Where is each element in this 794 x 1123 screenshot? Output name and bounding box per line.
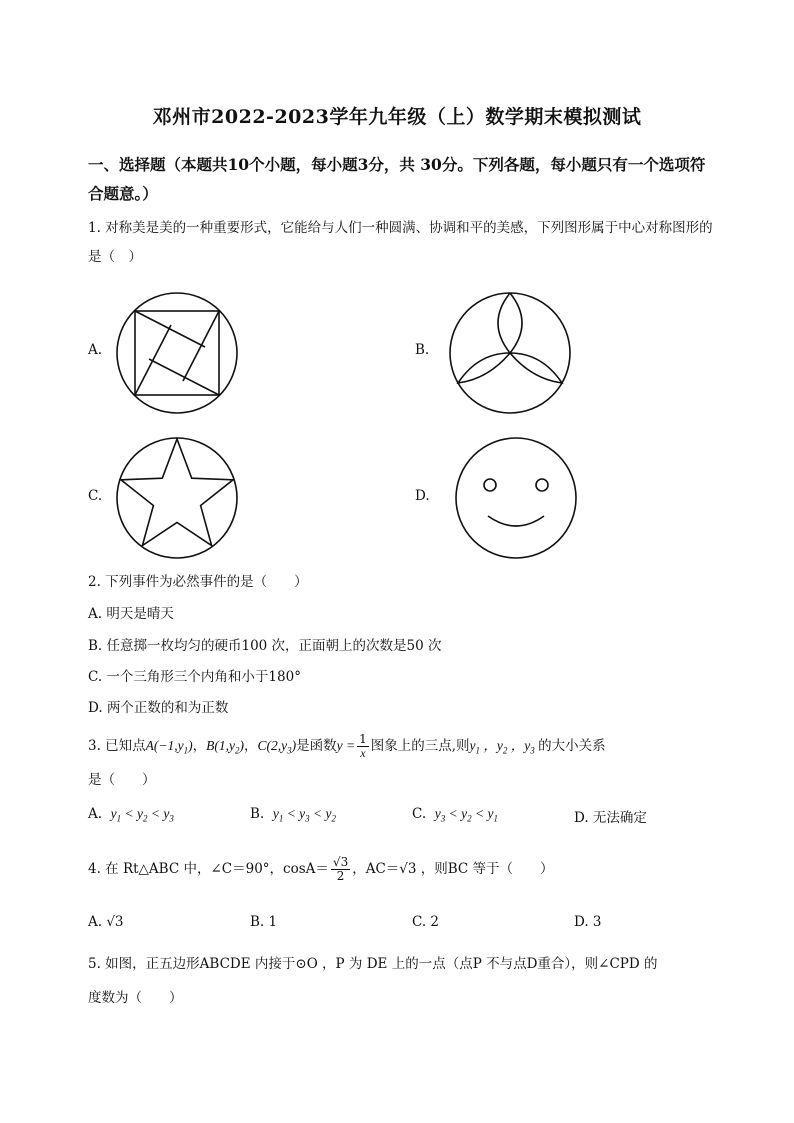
q3-tail: 图象上的三点,则 <box>370 738 470 754</box>
circle-square-pinwheel-icon[interactable] <box>115 291 239 415</box>
q4-option-c[interactable]: C. 2 <box>412 914 440 930</box>
page-title: 邓州市2022-2023学年九年级（上）数学期末模拟测试 <box>152 106 642 128</box>
question-1-stem: 1. 对称美是美的一种重要形式，它能给与人们一种圆满、协调和平的美感，下列图形属于中心对称图形的是（ ） <box>88 220 713 265</box>
question-3-stem: 3. 已知点$A(-1,y_1)$，$B(1,y_2)$，$C(2,y_3)$是函数y = $\frac{1}{x}$ 图象上的三点,则$y_1$ ，$y_2$ ，$y_3$ 的大小关系 <box>88 732 606 760</box>
q3-point-c: $C(2,y_3)$ <box>257 738 297 756</box>
q3-option-b[interactable]: B. $y_1 < y_3 < y_2$ <box>250 806 337 824</box>
q3-y-list: $y_1$ ，$y_2$ ，$y_3$ <box>469 738 535 756</box>
question-5-stem: 5. 如图，正五边形ABCDE 内接于⊙O ，P 为 DE 上的一点（点P 不与点D重合），则∠CPD 的 <box>88 956 658 972</box>
q3-fraction: $\frac{1}{x}$ <box>359 732 367 760</box>
q3-option-d[interactable]: D. 无法确定 <box>574 810 647 826</box>
q5-line-2: 度数为（ ） <box>88 990 183 1006</box>
q4-stem-a: 4. 在 Rt△ABC 中，∠C＝90°，cosA＝ <box>88 861 329 877</box>
q2-option-d[interactable]: D. 两个正数的和为正数 <box>88 700 229 716</box>
circle-star-icon[interactable] <box>115 436 239 560</box>
q2-option-c[interactable]: C. 一个三角形三个内角和小于180° <box>88 669 301 685</box>
q1-option-b-label[interactable]: B. <box>415 342 430 358</box>
q4-option-d[interactable]: D. 3 <box>574 914 602 930</box>
q3-option-c[interactable]: C. $y_3 < y_2 < y_1$ <box>412 806 498 824</box>
q1-option-d-label[interactable]: D. <box>415 488 430 504</box>
q4-option-b[interactable]: B. 1 <box>250 914 278 930</box>
q3-mid: 是函数 <box>296 738 337 754</box>
q1-option-c-label[interactable]: C. <box>88 488 103 504</box>
q3-function: y = <box>336 738 356 753</box>
q3-point-b: $B(1,y_2)$ <box>206 738 244 756</box>
q3-tail2: 的大小关系 <box>538 738 606 754</box>
question-2-stem: 2. 下列事件为必然事件的是（ ） <box>88 574 308 590</box>
q3-option-a[interactable]: A. $y_1 < y_2 < y_3$ <box>88 806 174 824</box>
section-heading: 一、选择题（本题共10个小题，每小题3分，共 30分。下列各题，每小题只有一个选项符合题意。） <box>88 155 706 203</box>
q1-option-a-label[interactable]: A. <box>88 342 103 358</box>
circle-three-petal-icon[interactable] <box>448 291 572 415</box>
smiley-face-icon[interactable] <box>454 436 578 560</box>
q4-stem-b: ，AC＝√3 ，则BC 等于（ ） <box>352 861 554 877</box>
q2-option-a[interactable]: A. 明天是晴天 <box>88 606 174 622</box>
q3-point-a: $A(-1,y_1)$ <box>145 738 193 756</box>
question-4-stem <box>88 855 713 884</box>
q3-line-2: 是（ ） <box>88 772 156 788</box>
q4-option-a[interactable]: A. √3 <box>88 914 124 930</box>
q4-fraction: $\frac{√3}{2}$ <box>332 855 349 883</box>
q3-prefix: 3. 已知点 <box>88 738 146 754</box>
q2-option-b[interactable]: B. 任意掷一枚均匀的硬币100 次，正面朝上的次数是50 次 <box>88 638 442 654</box>
